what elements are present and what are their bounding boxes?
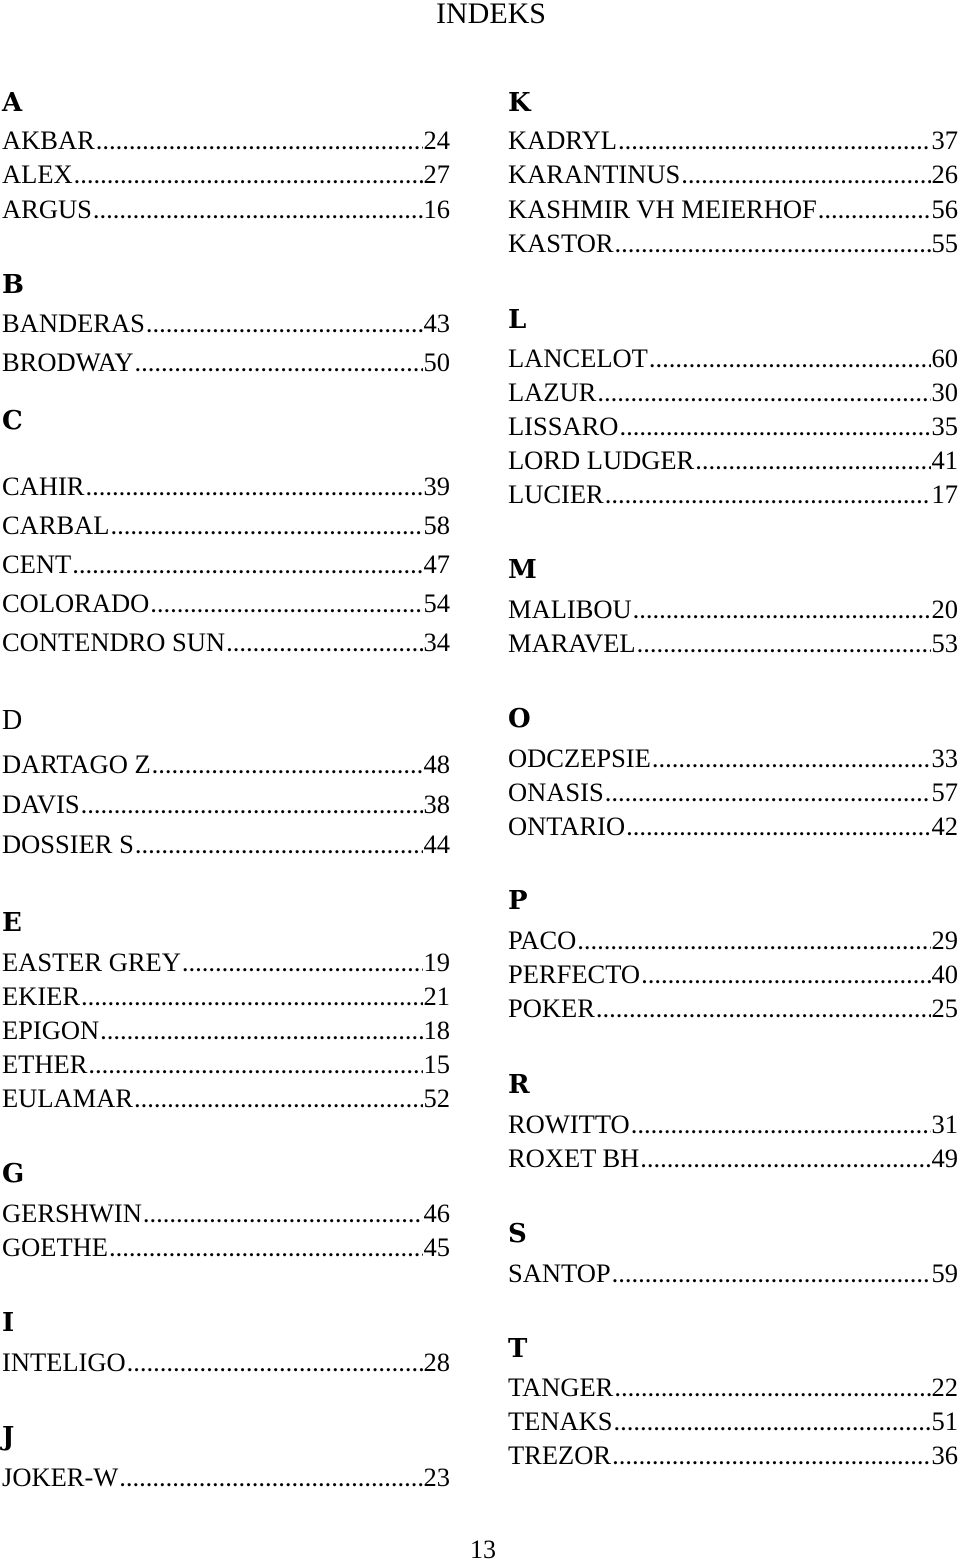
index-entry — [508, 1439, 958, 1471]
entry-name: CONTENDRO SUN — [2, 627, 226, 657]
entry-page: 53 — [931, 628, 958, 658]
entry-name: ROWITTO — [508, 1109, 630, 1139]
leader-dots — [135, 828, 423, 860]
leader-dots — [100, 1014, 422, 1046]
entry-page: 31 — [931, 1109, 958, 1139]
index-entry — [508, 227, 958, 259]
entry-name: TREZOR — [508, 1440, 612, 1470]
entry-name: KARANTINUS — [508, 159, 681, 189]
entry-name: LISSARO — [508, 411, 619, 441]
entry-page: 46 — [423, 1198, 450, 1228]
leader-dots — [146, 307, 423, 339]
section-letter-e: E — [2, 908, 22, 938]
index-entry — [508, 593, 958, 625]
entry-page: 17 — [931, 479, 958, 509]
index-entry — [508, 924, 958, 956]
entry-page: 48 — [423, 749, 450, 779]
leader-dots — [637, 627, 931, 659]
leader-dots — [88, 1048, 422, 1080]
entry-page: 25 — [931, 993, 958, 1023]
leader-dots — [143, 1197, 423, 1229]
section-letter-o: O — [508, 704, 531, 734]
index-entry — [2, 828, 450, 860]
entry-page: 55 — [931, 228, 958, 258]
leader-dots — [134, 1082, 422, 1114]
entry-page: 35 — [931, 411, 958, 441]
entry-name: ARGUS — [2, 194, 92, 224]
entry-page: 47 — [423, 549, 450, 579]
entry-name: LORD LUDGER — [508, 445, 695, 475]
index-entry — [508, 478, 958, 510]
index-entry — [508, 342, 958, 374]
index-entry — [508, 776, 958, 808]
entry-page: 16 — [423, 194, 450, 224]
entry-name: TENAKS — [508, 1406, 613, 1436]
entry-name: EKIER — [2, 981, 81, 1011]
entry-page: 37 — [931, 125, 958, 155]
entry-page: 56 — [931, 194, 958, 224]
leader-dots — [127, 1346, 423, 1378]
index-entry — [508, 1142, 958, 1174]
section-letter-t: T — [508, 1334, 528, 1364]
index-entry — [2, 626, 450, 658]
entry-page: 15 — [423, 1049, 450, 1079]
entry-name: PERFECTO — [508, 959, 641, 989]
section-letter-g: G — [2, 1159, 25, 1189]
leader-dots — [614, 1405, 931, 1437]
leader-dots — [96, 124, 423, 156]
section-letter-r: R — [508, 1070, 530, 1100]
index-entry — [508, 958, 958, 990]
index-entry — [2, 1048, 450, 1080]
index-entry — [2, 980, 450, 1012]
entry-page: 34 — [423, 627, 450, 657]
entry-name: DOSSIER S — [2, 829, 134, 859]
leader-dots — [85, 470, 422, 502]
entry-name: KADRYL — [508, 125, 617, 155]
index-entry — [508, 1405, 958, 1437]
entry-name: ODCZEPSIE — [508, 743, 651, 773]
section-letter-p: P — [508, 886, 528, 916]
index-entry — [2, 1231, 450, 1263]
index-entry — [2, 509, 450, 541]
index-entry — [2, 470, 450, 502]
entry-name: CARBAL — [2, 510, 110, 540]
leader-dots — [119, 1461, 422, 1493]
entry-name: MALIBOU — [508, 594, 632, 624]
leader-dots — [633, 593, 931, 625]
index-entry — [508, 376, 958, 408]
leader-dots — [152, 748, 423, 780]
leader-dots — [612, 1257, 931, 1289]
entry-name: LANCELOT — [508, 343, 648, 373]
leader-dots — [631, 1108, 931, 1140]
entry-page: 36 — [931, 1440, 958, 1470]
entry-page: 54 — [423, 588, 450, 618]
leader-dots — [150, 587, 422, 619]
section-letter-m: M — [508, 555, 537, 585]
entry-name: TANGER — [508, 1372, 614, 1402]
section-letter-c: C — [2, 406, 23, 436]
leader-dots — [597, 376, 930, 408]
entry-name: LAZUR — [508, 377, 597, 407]
entry-name: BANDERAS — [2, 308, 145, 338]
leader-dots — [626, 810, 930, 842]
leader-dots — [605, 776, 931, 808]
entry-name: PACO — [508, 925, 577, 955]
entry-name: MARAVEL — [508, 628, 636, 658]
entry-page: 28 — [423, 1347, 450, 1377]
entry-name: BRODWAY — [2, 347, 134, 377]
leader-dots — [605, 478, 931, 510]
leader-dots — [615, 227, 931, 259]
entry-name: COLORADO — [2, 588, 150, 618]
index-entry — [2, 1346, 450, 1378]
leader-dots — [111, 509, 423, 541]
page-title: INDEKS — [436, 0, 546, 30]
index-entry — [2, 124, 450, 156]
entry-page: 41 — [931, 445, 958, 475]
index-entry — [508, 124, 958, 156]
leader-dots — [226, 626, 422, 658]
entry-page: 19 — [423, 947, 450, 977]
index-entry — [508, 1108, 958, 1140]
leader-dots — [818, 193, 931, 225]
leader-dots — [135, 346, 423, 378]
entry-page: 26 — [931, 159, 958, 189]
section-letter-a: A — [2, 88, 23, 118]
index-entry — [2, 748, 450, 780]
index-entry — [508, 1257, 958, 1289]
leader-dots — [612, 1439, 930, 1471]
leader-dots — [614, 1371, 930, 1403]
entry-name: LUCIER — [508, 479, 604, 509]
index-entry — [2, 946, 450, 978]
leader-dots — [652, 742, 931, 774]
page-number: 13 — [470, 1535, 496, 1564]
entry-page: 30 — [931, 377, 958, 407]
entry-page: 40 — [931, 959, 958, 989]
leader-dots — [640, 1142, 930, 1174]
entry-name: KASHMIR VH MEIERHOF — [508, 194, 817, 224]
index-entry — [2, 548, 450, 580]
entry-page: 51 — [931, 1406, 958, 1436]
index-entry — [508, 992, 958, 1024]
entry-name: EULAMAR — [2, 1083, 134, 1113]
leader-dots — [681, 158, 930, 190]
index-entry — [2, 307, 450, 339]
section-letter-k: K — [508, 88, 531, 118]
entry-page: 60 — [931, 343, 958, 373]
leader-dots — [93, 193, 423, 225]
entry-page: 52 — [423, 1083, 450, 1113]
section-letter-b: B — [2, 270, 24, 300]
entry-name: ROXET BH — [508, 1143, 640, 1173]
leader-dots — [109, 1231, 423, 1263]
entry-name: DAVIS — [2, 789, 80, 819]
entry-page: 29 — [931, 925, 958, 955]
leader-dots — [182, 946, 423, 978]
entry-name: AKBAR — [2, 125, 95, 155]
leader-dots — [695, 444, 930, 476]
entry-name: KASTOR — [508, 228, 614, 258]
entry-name: JOKER-W — [2, 1462, 119, 1492]
entry-name: ETHER — [2, 1049, 88, 1079]
entry-name: POKER — [508, 993, 595, 1023]
index-entry — [2, 1014, 450, 1046]
entry-page: 33 — [931, 743, 958, 773]
index-entry — [508, 444, 958, 476]
entry-page: 58 — [423, 510, 450, 540]
index-entry — [508, 1371, 958, 1403]
section-letter-l: L — [508, 305, 527, 335]
entry-page: 50 — [423, 347, 450, 377]
entry-name: GERSHWIN — [2, 1198, 142, 1228]
entry-page: 43 — [423, 308, 450, 338]
entry-name: EASTER GREY — [2, 947, 181, 977]
leader-dots — [81, 980, 422, 1012]
index-entry — [2, 346, 450, 378]
entry-page: 24 — [423, 125, 450, 155]
leader-dots — [641, 958, 930, 990]
index-entry — [2, 788, 450, 820]
index-entry — [508, 410, 958, 442]
entry-page: 57 — [931, 777, 958, 807]
entry-page: 42 — [931, 811, 958, 841]
leader-dots — [81, 788, 423, 820]
leader-dots — [72, 548, 422, 580]
leader-dots — [618, 124, 931, 156]
entry-name: ONTARIO — [508, 811, 626, 841]
section-letter-j: J — [2, 1422, 15, 1452]
entry-name: GOETHE — [2, 1232, 108, 1262]
leader-dots — [619, 410, 930, 442]
leader-dots — [74, 158, 423, 190]
entry-page: 38 — [423, 789, 450, 819]
entry-name: SANTOP — [508, 1258, 611, 1288]
entry-page: 22 — [931, 1372, 958, 1402]
leader-dots — [577, 924, 930, 956]
entry-name: CENT — [2, 549, 72, 579]
index-entry — [2, 158, 450, 190]
index-entry — [2, 1082, 450, 1114]
section-letter-s: S — [508, 1219, 527, 1249]
entry-page: 45 — [423, 1232, 450, 1262]
index-entry — [508, 810, 958, 842]
leader-dots — [596, 992, 931, 1024]
index-entry — [508, 193, 958, 225]
entry-page: 49 — [931, 1143, 958, 1173]
entry-page: 18 — [423, 1015, 450, 1045]
entry-name: ONASIS — [508, 777, 604, 807]
entry-page: 59 — [931, 1258, 958, 1288]
index-entry — [508, 158, 958, 190]
leader-dots — [649, 342, 931, 374]
entry-page: 23 — [423, 1462, 450, 1492]
entry-page: 27 — [423, 159, 450, 189]
entry-page: 20 — [931, 594, 958, 624]
entry-name: DARTAGO Z — [2, 749, 151, 779]
entry-page: 21 — [423, 981, 450, 1011]
entry-name: ALEX — [2, 159, 73, 189]
index-entry — [2, 193, 450, 225]
index-entry — [508, 742, 958, 774]
section-letter-d: D — [2, 705, 23, 736]
entry-page: 39 — [423, 471, 450, 501]
entry-name: INTELIGO — [2, 1347, 126, 1377]
index-entry — [508, 627, 958, 659]
entry-name: EPIGON — [2, 1015, 100, 1045]
index-entry — [2, 1197, 450, 1229]
entry-page: 44 — [423, 829, 450, 859]
section-letter-i: I — [2, 1308, 15, 1338]
index-entry — [2, 1461, 450, 1493]
index-entry — [2, 587, 450, 619]
entry-name: CAHIR — [2, 471, 85, 501]
